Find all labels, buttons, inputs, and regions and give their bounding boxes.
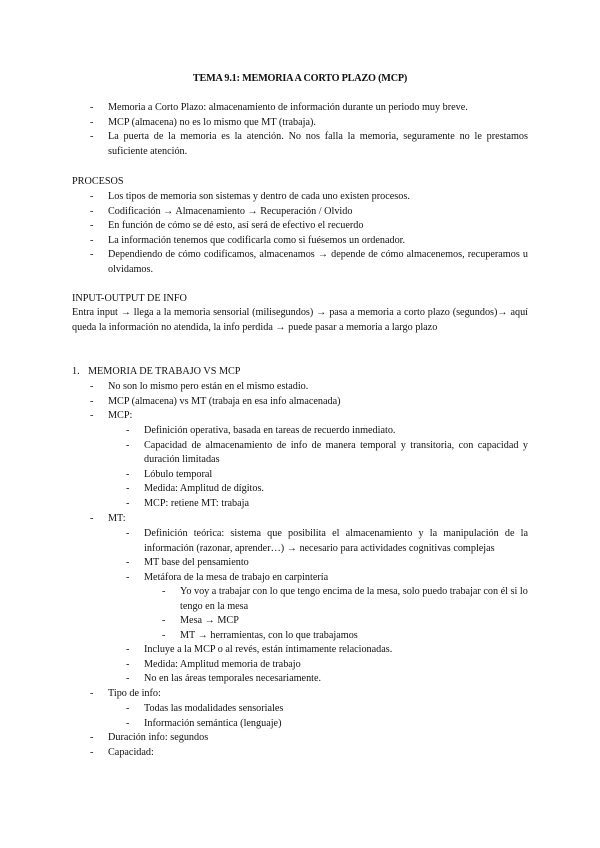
list-item: - MT → herramientas, con lo que trabajamos <box>162 629 358 641</box>
section-1-list-b <box>90 731 528 760</box>
list-item: - MCP: retiene MT: trabaja <box>126 497 250 509</box>
list-item: - Medida: Amplitud memoria de trabajo <box>126 658 301 670</box>
list-item: - Metáfora de la mesa de trabajo en carpintería <box>126 571 329 583</box>
section-1-list-a <box>90 380 528 424</box>
list-item: - Capacidad de almacenamiento de info de manera temporal y transitoria, con capacidad y duración limitadas <box>126 439 528 466</box>
list-item: - Capacidad: <box>90 746 154 758</box>
list-item: - Definición teórica: sistema que posibilita el almacenamiento y la manipulación de la información (razonar, aprender…) → necesario para actividades cognitivas complejas <box>126 528 528 554</box>
procesos-list <box>90 190 528 278</box>
list-item: - En función de cómo se dé esto, así será de efectivo el recuerdo <box>90 220 364 232</box>
list-item: - MCP (almacena) no es lo mismo que MT (trabaja). <box>90 116 316 128</box>
section-1-heading <box>72 365 240 380</box>
list-item: - MCP: <box>90 410 133 422</box>
list-item: - Incluye a la MCP o al revés, están íntimamente relacionadas. <box>126 644 393 655</box>
list-item: - Definición operativa, basada en tareas de recuerdo inmediato. <box>126 425 396 436</box>
intro-list <box>90 101 528 159</box>
list-item: - No en las áreas temporales necesariamente. <box>126 673 322 685</box>
list-item: - MT: <box>90 513 126 524</box>
input-output-paragraph: Entra input → llega a la memoria sensorial (milisegundos) → pasa a memoria a corto plazo (segundos)→ aquí queda la información no atendida, la info perdida → puede pasar a memoria a largo plazo <box>72 307 528 333</box>
list-item: - Todas las modalidades sensoriales <box>126 703 284 714</box>
list-item: - No son lo mismo pero están en el mismo estadio. <box>90 381 309 392</box>
section-title: MEMORIA DE TRABAJO VS MCP <box>88 366 241 377</box>
list-item: - Memoria a Corto Plazo: almacenamiento de información durante un periodo muy breve. <box>90 102 468 113</box>
mt-rest-list <box>126 643 528 687</box>
mt-label-list <box>90 512 528 527</box>
tipo-list <box>126 702 528 731</box>
mt-list <box>126 527 528 585</box>
list-item: - Mesa → MCP <box>162 615 239 627</box>
section-number: 1. <box>72 366 80 377</box>
document-title: TEMA 9.1: MEMORIA A CORTO PLAZO (MCP) <box>192 73 408 84</box>
list-item: - Dependiendo de cómo codificamos, almacenamos → depende de cómo almacenemos, recuperamos u olvidamos. <box>90 249 528 275</box>
tipo-label-list <box>90 687 528 702</box>
list-item: - Codificación → Almacenamiento → Recuperación / Olvido <box>90 205 353 217</box>
metafora-list <box>162 585 528 643</box>
list-item: - MCP (almacena) vs MT (trabaja en esa info almacenada) <box>90 395 341 407</box>
list-item: - Medida: Amplitud de dígitos. <box>126 483 264 495</box>
list-item: - Información semántica (lenguaje) <box>126 717 282 729</box>
section-heading-procesos: PROCESOS <box>72 176 124 187</box>
list-item: - MT base del pensamiento <box>126 557 249 569</box>
mcp-list <box>126 424 528 512</box>
list-item: - La puerta de la memoria es la atención. No nos falla la memoria, seguramente no le prestamos suficiente atención. <box>90 131 528 157</box>
list-item: - Duración info: segundos <box>90 732 209 743</box>
section-heading-input-output: INPUT-OUTPUT DE INFO <box>72 293 187 304</box>
list-item: - Lóbulo temporal <box>126 468 213 480</box>
list-item: - Los tipos de memoria son sistemas y dentro de cada uno existen procesos. <box>90 191 410 202</box>
list-item: - Tipo de info: <box>90 688 161 699</box>
list-item: - La información tenemos que codificarla como si fuésemos un ordenador. <box>90 234 406 246</box>
list-item: - Yo voy a trabajar con lo que tengo encima de la mesa, solo puedo trabajar con él si lo tengo en la mesa <box>162 586 528 612</box>
